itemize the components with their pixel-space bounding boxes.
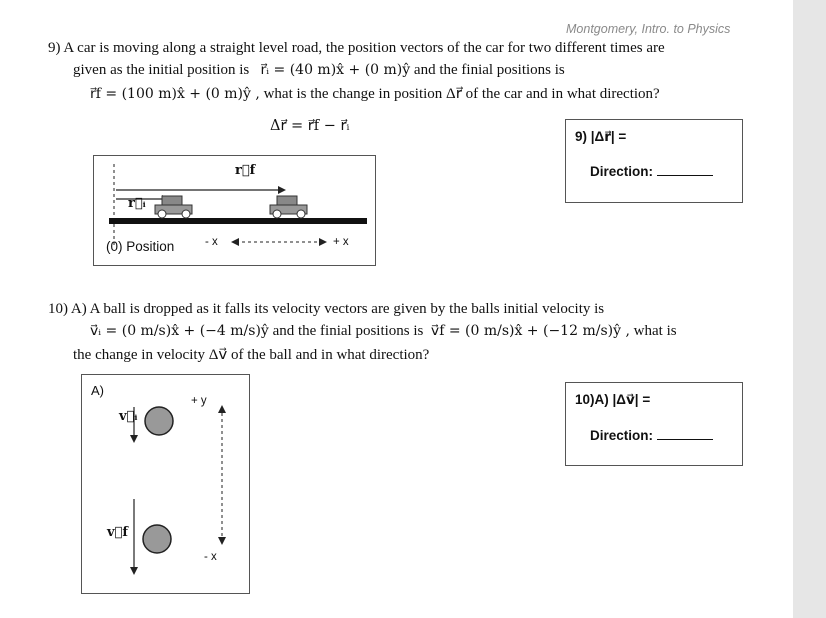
plus-y-label: + y xyxy=(191,395,207,407)
q10-magnitude-label: 10)A) |Δv⃗| = xyxy=(575,392,651,407)
ball-final xyxy=(143,525,171,553)
q9-line-1: 9) A car is moving along a straight level road, the position vectors of the car for two different times are xyxy=(48,40,665,56)
q9-line-2-end: and the finial positions is xyxy=(413,62,565,78)
plus-x-arrowhead xyxy=(319,238,327,246)
q10-direction-blank[interactable] xyxy=(657,427,713,440)
q9-line-3 xyxy=(90,84,660,103)
q10-answer-box xyxy=(565,382,743,466)
vf-arrowhead xyxy=(130,567,138,575)
ri-label: r⃗ᵢ xyxy=(128,196,146,211)
minus-x-label-q10: - x xyxy=(204,551,217,563)
plus-y-arrowhead xyxy=(218,405,226,413)
q10-direction-field[interactable] xyxy=(590,427,713,443)
vi-label: v⃗ᵢ xyxy=(119,409,138,424)
page-header: Montgomery, Intro. to Physics xyxy=(566,22,731,36)
origin-position-label: (0) Position xyxy=(106,239,175,254)
q9-initial-position: r⃗ᵢ = (40 m)x̂ + (0 m)ŷ xyxy=(260,62,411,78)
q10-line-3: the change in velocity Δv⃗ of the ball and in what direction? xyxy=(73,347,430,363)
q10-line-1: 10) A) A ball is dropped as it falls its velocity vectors are given by the balls initial velocity is xyxy=(48,301,605,317)
vf-label: v⃗f xyxy=(107,525,128,540)
q9-line-2 xyxy=(73,62,565,79)
car-final-icon xyxy=(270,196,307,218)
q9-car-diagram xyxy=(93,155,376,266)
ball-diagram-svg xyxy=(82,375,249,593)
road xyxy=(109,218,367,224)
minus-x-arrowhead xyxy=(231,238,239,246)
q9-answer-box xyxy=(565,119,743,203)
q10-initial-velocity: v⃗ᵢ = (0 m/s)x̂ + (−4 m/s)ŷ xyxy=(90,323,269,339)
panel-a-label: A) xyxy=(91,383,104,398)
q10-line-2-text: and the finial positions is xyxy=(272,323,424,339)
q9-direction-field[interactable] xyxy=(590,163,713,179)
q10-ball-diagram xyxy=(81,374,250,594)
final-position-arrowhead xyxy=(278,186,286,194)
rf-label: r⃗f xyxy=(235,163,256,178)
scrollbar[interactable] xyxy=(793,0,826,618)
ball-initial xyxy=(145,407,173,435)
q10-line-2-end: what is xyxy=(633,323,677,339)
q9-line-2-text: given as the initial position is xyxy=(73,62,250,78)
vi-arrowhead xyxy=(130,435,138,443)
q10-final-velocity: v⃗f = (0 m/s)x̂ + (−12 m/s)ŷ , xyxy=(430,323,630,339)
minus-y-arrowhead xyxy=(218,537,226,545)
minus-x-label: - x xyxy=(205,236,218,248)
q10-direction-label: Direction: xyxy=(590,428,654,443)
q9-direction-label: Direction: xyxy=(590,164,654,179)
plus-x-label: + x xyxy=(333,236,349,248)
q9-direction-blank[interactable] xyxy=(657,163,713,176)
q10-line-2 xyxy=(90,323,677,340)
q9-magnitude-label: 9) |Δr⃗| = xyxy=(575,129,627,144)
q9-equation: Δr⃗ = r⃗f − r⃗ᵢ xyxy=(270,118,350,134)
q9-line-3-text: what is the change in position Δr⃗ of the car and in what direction? xyxy=(263,86,660,102)
q9-final-position: r⃗f = (100 m)x̂ + (0 m)ŷ , xyxy=(90,86,260,102)
